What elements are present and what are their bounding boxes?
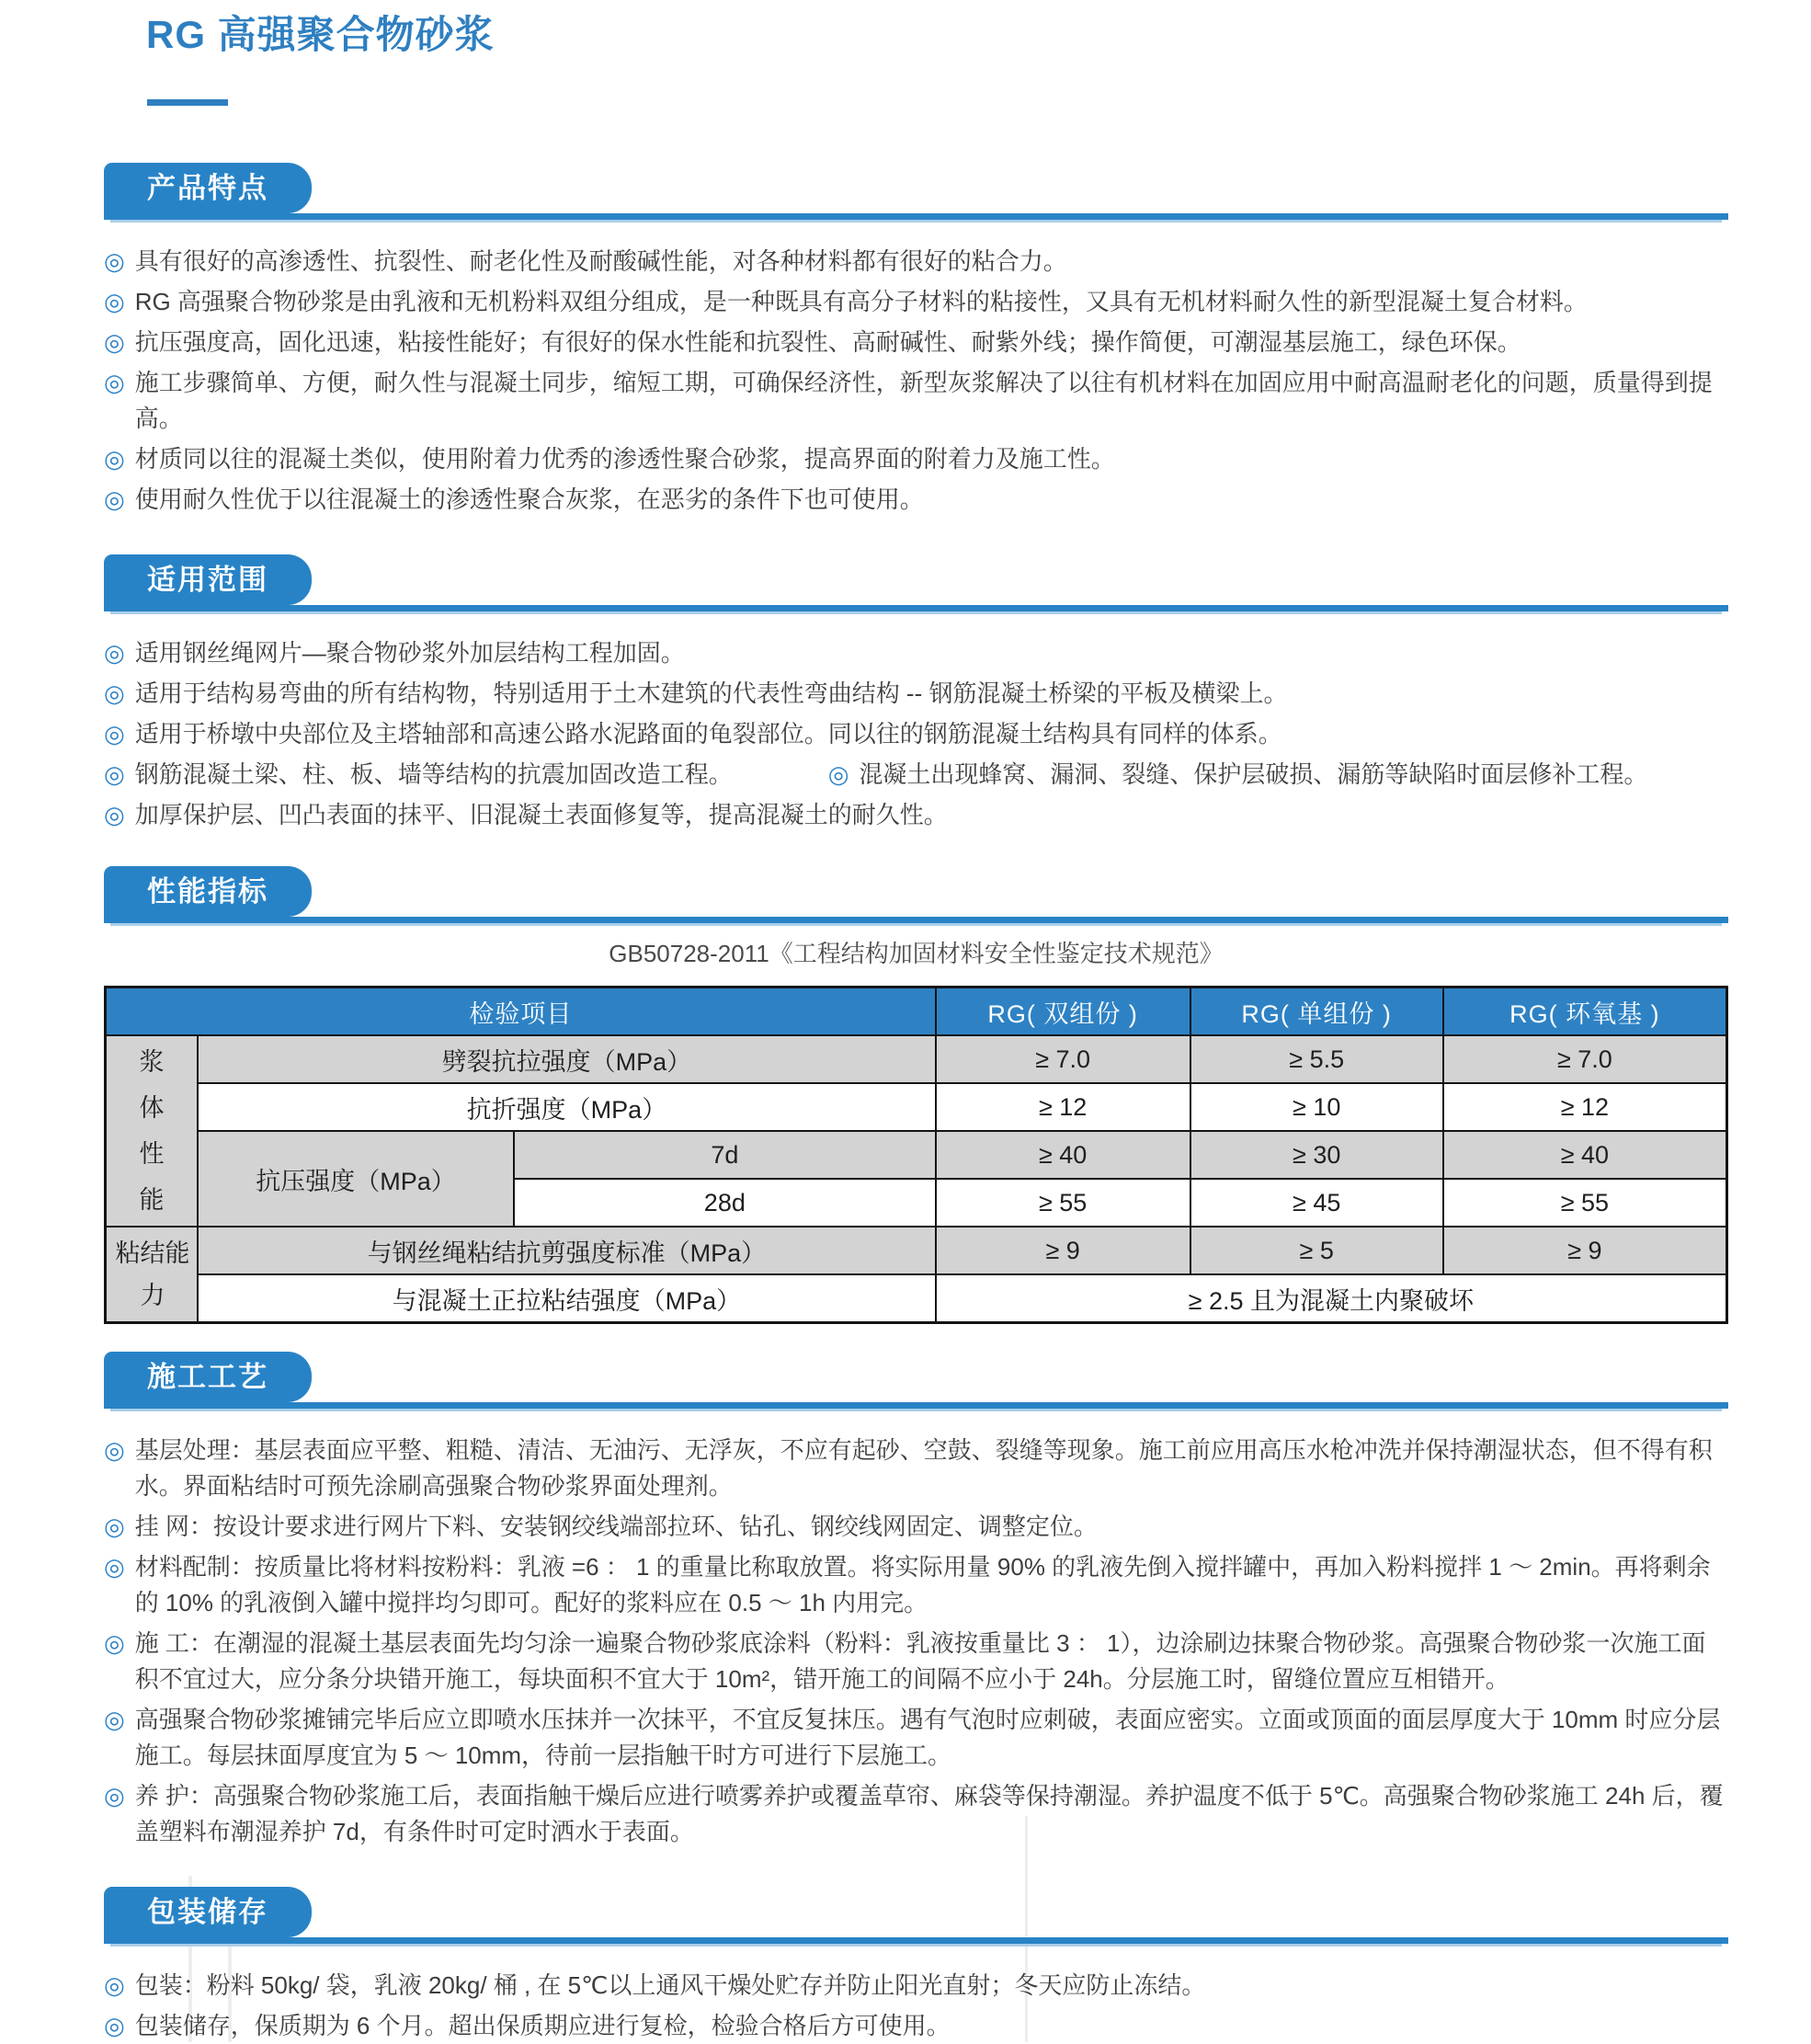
- section-badge-construction: 施工工艺: [104, 1352, 312, 1402]
- sub-row-cell: 7d: [514, 1131, 936, 1179]
- bullet-icon: ◎: [104, 328, 125, 356]
- column-header: RG( 双组份 ): [936, 988, 1190, 1036]
- column-header: RG( 单组份 ): [1190, 988, 1443, 1036]
- feature-text: 材质同以往的混凝土类似，使用附着力优秀的渗透性聚合砂浆，提高界面的附着力及施工性。: [134, 445, 1115, 473]
- row-name-cell: 抗折强度（MPa）: [198, 1083, 936, 1131]
- bullet-icon: ◎: [104, 1513, 125, 1540]
- feature-text: 施工步骤简单、方便，耐久性与混凝土同步，缩短工期，可确保经济性，新型灰浆解决了以往有机材料在加固应用中耐高温耐老化的问题，质量得到提高。: [134, 369, 1713, 432]
- section-header-rule: [104, 1352, 1728, 1409]
- list-item: [828, 757, 1648, 793]
- list-item: [104, 635, 1728, 671]
- table-row: [106, 1035, 1727, 1083]
- value-cell: ≥ 7.0: [936, 1035, 1190, 1083]
- bullet-icon: ◎: [104, 720, 125, 748]
- scope-text: 混凝土出现蜂窝、漏洞、裂缝、保护层破损、漏筋等缺陷时面层修补工程。: [859, 760, 1648, 788]
- construction-text: 养 护：高强聚合物砂浆施工后，表面指触干燥后应进行喷雾养护或覆盖草帘、麻袋等保持潮湿。养护温度不低于 5℃。高强聚合物砂浆施工 24h 后，覆盖塑料布潮湿养护 7d，有条件时可定时洒水于表面。: [134, 1782, 1724, 1845]
- section-performance: [104, 866, 1728, 1324]
- feature-text: 使用耐久性优于以往混凝土的渗透性聚合灰浆，在恶劣的条件下也可使用。: [134, 485, 924, 513]
- column-header: RG( 环氧基 ): [1443, 988, 1727, 1036]
- bullet-icon: ◎: [104, 288, 125, 315]
- table-row: [106, 1227, 1727, 1274]
- scope-text: 钢筋混凝土梁、柱、板、墙等结构的抗震加固改造工程。: [134, 760, 733, 788]
- value-cell: ≥ 40: [936, 1131, 1190, 1179]
- construction-text: 施 工：在潮湿的混凝土基层表面先均匀涂一遍聚合物砂浆底涂料（粉料：乳液按重量比 3 ： 1），边涂刷边抹聚合物砂浆。高强聚合物砂浆一次施工面积不宜过大，应分条分块错开施工，每块面积不宜大于 10m²，错开施工的间隔不应小于 24h。分层施工时，留缝位置应互相错开。: [134, 1629, 1706, 1693]
- construction-text: 材料配制：按质量比将材料按粉料：乳液 =6 ： 1 的重量比称取放置。将实际用量 90% 的乳液先倒入搅拌罐中，再加入粉料搅拌 1 ～ 2min。再将剩余的 10% 的乳液倒入罐中搅拌均匀即可。配好的浆料应在 0.5 ～ 1h 内用完。: [134, 1553, 1711, 1616]
- table-row: [106, 1083, 1727, 1131]
- scope-text: 适用于结构易弯曲的所有结构物，特别适用于土木建筑的代表性弯曲结构 -- 钢筋混凝土桥梁的平板及横梁上。: [134, 679, 1288, 707]
- table-row: [106, 1274, 1727, 1323]
- list-item: [104, 1778, 1728, 1850]
- value-cell: ≥ 12: [936, 1083, 1190, 1131]
- construction-text: 基层处理：基层表面应平整、粗糙、清洁、无油污、无浮灰，不应有起砂、空鼓、裂缝等现象。施工前应用高压水枪冲洗并保持潮湿状态，但不得有积水。界面粘结时可预先涂刷高强聚合物砂浆界面处理剂。: [134, 1436, 1713, 1500]
- section-header-rule: [104, 1887, 1728, 1944]
- value-cell: ≥ 5: [1190, 1227, 1443, 1274]
- bullet-icon: ◎: [104, 1629, 125, 1657]
- list-item: [104, 244, 1728, 280]
- scope-text: 适用于桥墩中央部位及主塔轴部和高速公路水泥路面的龟裂部位。同以往的钢筋混凝土结构具有同样的体系。: [134, 720, 1282, 748]
- row-name-cell: 劈裂抗拉强度（MPa）: [198, 1035, 936, 1083]
- list-item: [104, 325, 1728, 360]
- bullet-icon: ◎: [104, 369, 125, 396]
- value-cell: ≥ 5.5: [1190, 1035, 1443, 1083]
- value-cell: ≥ 12: [1443, 1083, 1727, 1131]
- bullet-icon: ◎: [104, 2012, 125, 2039]
- list-item: [104, 797, 1728, 833]
- packaging-text: 包装储存，保质期为 6 个月。超出保质期应进行复检，检验合格后方可使用。: [134, 2012, 951, 2039]
- section-header-rule: [104, 163, 1728, 220]
- title-underline-bar: [147, 99, 228, 106]
- value-cell-merged: ≥ 2.5 且为混凝土内聚破坏: [936, 1274, 1727, 1323]
- value-cell: ≥ 40: [1443, 1131, 1727, 1179]
- row-name-cell: 抗压强度（MPa）: [198, 1131, 514, 1227]
- scope-list: [104, 635, 1728, 833]
- group-label-cell: [106, 1035, 199, 1227]
- section-badge-scope: 适用范围: [104, 554, 312, 605]
- section-features: [104, 163, 1728, 518]
- section-header-rule: [104, 554, 1728, 611]
- section-badge-features: 产品特点: [104, 163, 312, 213]
- bullet-icon: ◎: [104, 1706, 125, 1733]
- page-title: RG 高强聚合物砂浆: [146, 13, 495, 56]
- bullet-icon: ◎: [104, 445, 125, 473]
- list-item: [104, 676, 1728, 712]
- features-list: [104, 244, 1728, 518]
- bullet-icon: ◎: [104, 1553, 125, 1581]
- feature-text: RG 高强聚合物砂浆是由乳液和无机粉料双组分组成，是一种既具有高分子材料的粘接性，又具有无机材料耐久性的新型混凝土复合材料。: [134, 288, 1588, 315]
- packaging-list: [104, 1968, 1728, 2044]
- list-item: [104, 1433, 1728, 1504]
- bullet-icon: ◎: [104, 1971, 125, 1999]
- table-caption: GB50728-2011《工程结构加固材料安全性鉴定技术规范》: [609, 940, 1224, 967]
- list-item: [104, 482, 1728, 518]
- bullet-icon: ◎: [104, 1436, 125, 1464]
- bullet-icon: ◎: [104, 485, 125, 513]
- list-item: [104, 1509, 1728, 1545]
- performance-table: [104, 986, 1728, 1324]
- list-item: [104, 284, 1728, 320]
- sub-row-cell: 28d: [514, 1179, 936, 1227]
- value-cell: ≥ 45: [1190, 1179, 1443, 1227]
- group-label: 粘结能力: [115, 1239, 190, 1309]
- bullet-icon: ◎: [104, 801, 125, 828]
- bullet-icon: ◎: [104, 760, 125, 788]
- list-item: [104, 441, 1728, 477]
- list-item: [104, 1968, 1728, 2004]
- section-scope: [104, 554, 1728, 833]
- value-cell: ≥ 55: [936, 1179, 1190, 1227]
- section-badge-packaging: 包装储存: [104, 1887, 312, 1937]
- construction-list: [104, 1433, 1728, 1850]
- row-name-cell: 与混凝土正拉粘结强度（MPa）: [198, 1274, 936, 1323]
- list-item: [104, 716, 1728, 752]
- bullet-icon: ◎: [104, 1782, 125, 1810]
- value-cell: ≥ 10: [1190, 1083, 1443, 1131]
- feature-text: 具有很好的高渗透性、抗裂性、耐老化性及耐酸碱性能，对各种材料都有很好的粘合力。: [134, 247, 1067, 275]
- scope-text: 加厚保护层、凹凸表面的抹平、旧混凝土表面修复等，提高混凝土的耐久性。: [134, 801, 948, 828]
- list-item: [104, 2008, 1728, 2044]
- scope-text: 适用钢丝绳网片—聚合物砂浆外加层结构工程加固。: [134, 639, 685, 667]
- value-cell: ≥ 9: [1443, 1227, 1727, 1274]
- bullet-icon: ◎: [104, 639, 125, 667]
- list-item: [104, 1702, 1728, 1774]
- group-label-cell: [106, 1227, 199, 1323]
- row-name-cell: 与钢丝绳粘结抗剪强度标准（MPa）: [198, 1227, 936, 1274]
- feature-text: 抗压强度高，固化迅速，粘接性能好；有很好的保水性能和抗裂性、高耐碱性、耐紫外线；操作简便，可潮湿基层施工，绿色环保。: [134, 328, 1521, 356]
- value-cell: ≥ 7.0: [1443, 1035, 1727, 1083]
- list-item: [104, 1626, 1728, 1697]
- value-cell: ≥ 55: [1443, 1179, 1727, 1227]
- packaging-text: 包装：粉料 50kg/ 袋，乳液 20kg/ 桶 , 在 5℃以上通风干燥处贮存并防止阳光直射；冬天应防止冻结。: [134, 1971, 1206, 1999]
- table-header-row: [106, 988, 1727, 1036]
- section-packaging: [104, 1887, 1728, 2044]
- list-item: [104, 1549, 1728, 1621]
- bullet-icon: ◎: [104, 247, 125, 275]
- construction-text: 高强聚合物砂浆摊铺完毕后应立即喷水压抹并一次抹平，不宜反复抹压。遇有气泡时应刺破，表面应密实。立面或顶面的面层厚度大于 10mm 时应分层施工。每层抹面厚度宜为 5 ～ 10mm，待前一层指触干时方可进行下层施工。: [134, 1706, 1721, 1769]
- value-cell: ≥ 30: [1190, 1131, 1443, 1179]
- section-construction: [104, 1352, 1728, 1850]
- list-item-pair: [104, 757, 1728, 793]
- bullet-icon: ◎: [827, 760, 849, 788]
- list-item: [104, 757, 733, 793]
- section-badge-performance: 性能指标: [104, 866, 312, 917]
- section-header-rule: [104, 866, 1728, 923]
- group-label: 浆体性能: [139, 1048, 165, 1214]
- construction-text: 挂 网：按设计要求进行网片下料、安装钢绞线端部拉环、钻孔、钢绞线网固定、调整定位。: [134, 1513, 1098, 1540]
- list-item: [104, 365, 1728, 437]
- bullet-icon: ◎: [104, 679, 125, 707]
- table-row: [106, 1131, 1727, 1179]
- column-header: 检验项目: [106, 988, 936, 1036]
- value-cell: ≥ 9: [936, 1227, 1190, 1274]
